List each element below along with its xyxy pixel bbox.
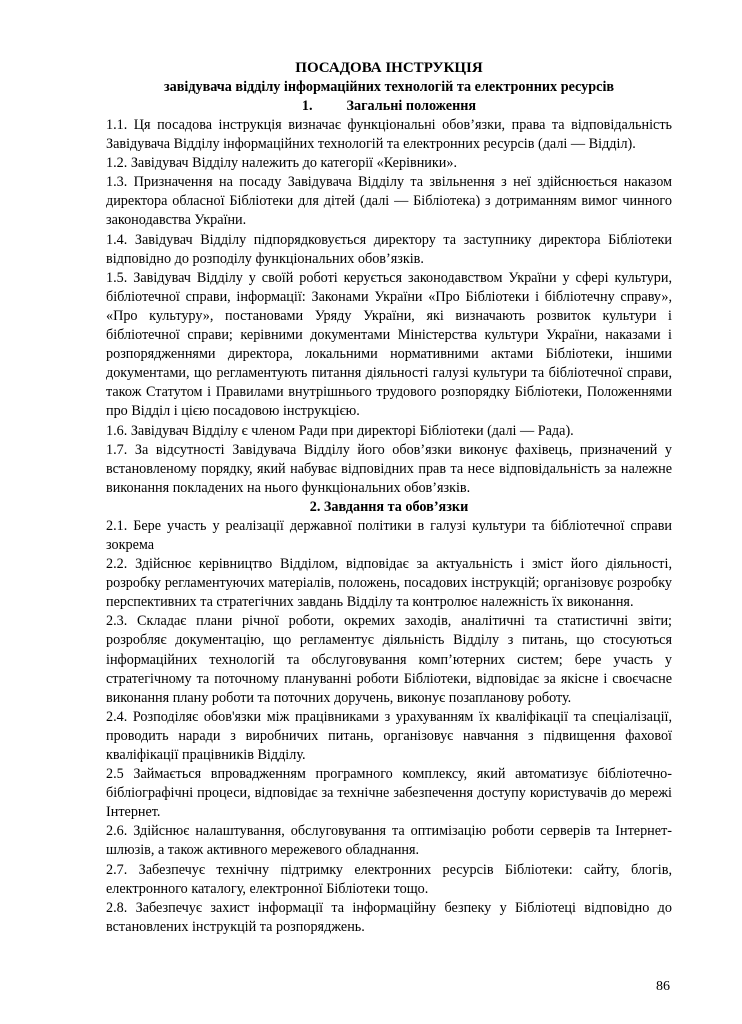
document-title: ПОСАДОВА ІНСТРУКЦІЯ — [295, 60, 483, 76]
page-number: 86 — [656, 979, 670, 994]
section-1-title: Загальні положення — [346, 98, 477, 114]
paragraph-2-2: 2.2. Здійснює керівництво Відділом, відповідає за актуальність і зміст його діяльності, розробку регламентуючих матеріалів, положень, посадових інструкцій; організовує розробку перспективних та стратегічних завдань Відділу та контролює належність їх виконання. — [106, 556, 672, 611]
paragraph-2-6: 2.6. Здійснює налаштування, обслуговування та оптимізацію роботи серверів та Інтернет-шлюзів, а також активного мережевого обладнання. — [106, 823, 672, 859]
paragraph-2-5: 2.5 Займається впровадженням програмного комплексу, який автоматизує бібліотечно-бібліографічні процеси, відповідає за технічне забезпечення доступу користувачів до мережі Інтернет. — [106, 766, 672, 821]
paragraph-1-4: 1.4. Завідувач Відділу підпорядковується директору та заступнику директора Бібліотеки відповідно до розподілу функціональних обов’язків. — [106, 231, 672, 267]
paragraph-1-1: 1.1. Ця посадова інструкція визначає функціональні обов’язки, права та відповідальність Завідувача Відділу інформаційних технологій та електронних ресурсів (далі — Відділ). — [106, 117, 672, 153]
section-1-number: 1. — [301, 98, 313, 114]
document-subtitle: завідувача відділу інформаційних технологій та електронних ресурсів — [163, 79, 615, 95]
paragraph-1-3: 1.3. Призначення на посаду Завідувача Відділу та звільнення з неї здійснюється наказом директора обласної Бібліотеки для дітей (далі — Бібліотека) з дотриманням вимог чинного законодавства України. — [106, 174, 672, 229]
section-2-heading: 2. Завдання та обов’язки — [309, 498, 469, 515]
paragraph-1-5: 1.5. Завідувач Відділу у своїй роботі керується законодавством України у сфері культури, бібліотечної справи, інформації: Законами України «Про Бібліотеки і бібліотечну справу», «Про культуру», постановами Уряду України, які визначають розвиток культури і бібліотечної справи; керівними документами Міністерства культури України, наказами і розпорядженнями директора, локальними нормативними актами Бібліотеки, іншими документами, що регламентують питання діяльності галузі культури та бібліотечної справи, також Статутом і Правилами внутрішнього трудового розпорядку Бібліотеки, Положеннями про Відділ і цією посадовою інструкцією. — [106, 269, 672, 420]
paragraph-1-2: 1.2. Завідувач Відділу належить до категорії «Керівники». — [106, 155, 458, 172]
paragraph-1-6: 1.6. Завідувач Відділу є членом Ради при директорі Бібліотеки (далі — Рада). — [106, 422, 574, 439]
paragraph-2-3: 2.3. Складає плани річної роботи, окремих заходів, аналітичні та статистичні звіти; розробляє документацію, що регламентує діяльність Відділу з питань, що стосуються інформаційних технологій та обслуговування комп’ютерних систем; бере участь у стратегічному та поточному плануванні роботи Бібліотеки, відповідає за якісне і своєчасне виконання плану роботи та поточних доручень, виконує позапланову роботу. — [106, 613, 672, 706]
section-1-heading — [106, 97, 672, 116]
paragraph-2-1: 2.1. Бере участь у реалізації державної політики в галузі культури та бібліотечної справи зокрема — [106, 517, 672, 553]
paragraph-2-7: 2.7. Забезпечує технічну підтримку електронних ресурсів Бібліотеки: сайту, блогів, електронного каталогу, електронної Бібліотеки тощо. — [106, 861, 672, 897]
document-body — [106, 59, 672, 937]
paragraph-2-8: 2.8. Забезпечує захист інформації та інформаційну безпеку у Бібліотеці відповідно до встановлених інструкцій та розпоряджень. — [106, 899, 672, 935]
paragraph-2-4: 2.4. Розподіляє обов'язки між працівниками з урахуванням їх кваліфікації та спеціалізації, проводить наради з виробничих питань, організовує навчання з підвищення фахової кваліфікації працівників Відділу. — [106, 708, 672, 763]
paragraph-1-7: 1.7. За відсутності Завідувача Відділу його обов’язки виконує фахівець, призначений у встановленому порядку, який набуває відповідних прав та несе відповідальність за належне виконання покладених на нього функціональних обов’язків. — [106, 441, 672, 496]
